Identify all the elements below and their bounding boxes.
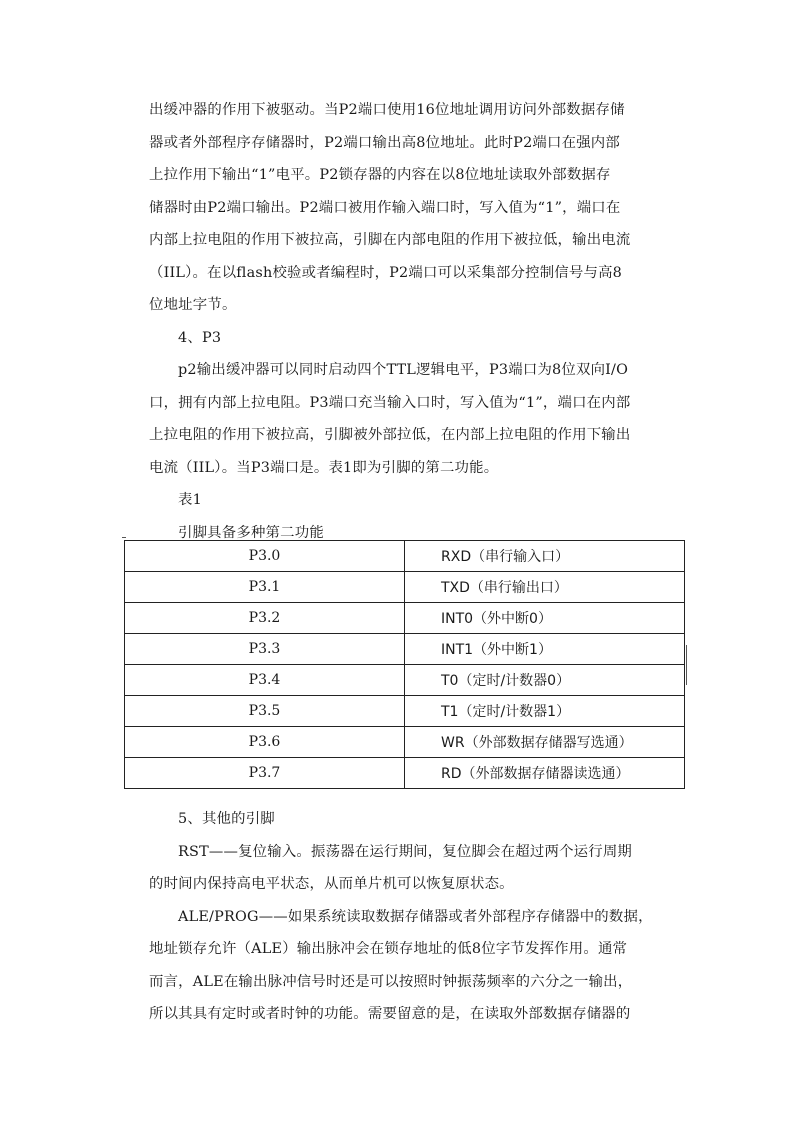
para3-line: RST——复位输入。振荡器在运行期间，复位脚会在超过两个运行周期: [178, 843, 633, 860]
pin-cell: P3.0: [125, 541, 405, 572]
table-label: 表1: [178, 492, 202, 508]
heading-p3: 4、P3: [178, 329, 222, 346]
para2-line: p2输出缓冲器可以同时启动四个TTL逻辑电平，P3端口为8位双向I/O: [178, 362, 629, 378]
para1-line: 出缓冲器的作用下被驱动。当P2端口使用16位地址调用访问外部数据存储: [149, 102, 625, 118]
para4-line: ALE/PROG——如果系统读取数据存储器或者外部程序存储器中的数据，: [178, 908, 653, 925]
table-row: [125, 727, 685, 758]
function-cell: INT0（外中断0）: [405, 603, 685, 634]
para-p3-desc: [149, 354, 676, 484]
para-ale: [149, 901, 676, 1031]
section-bottom: [149, 803, 676, 1031]
function-cell: INT1（外中断1）: [405, 634, 685, 665]
function-cell: TXD（串行输出口）: [405, 572, 685, 603]
para1-line: 器或者外部程序存储器时，P2端口输出高8位地址。此时P2端口在强内部: [149, 134, 620, 151]
para1-line: （IIL）。在以flash校验或者编程时，P2端口可以采集部分控制信号与高8: [149, 264, 623, 281]
table-row: [125, 758, 685, 789]
para4-line: 而言，ALE在输出脉冲信号时还是可以按照时钟振荡频率的六分之一输出，: [149, 973, 633, 990]
corner-mark: [122, 537, 126, 538]
heading-other-pins: 5、其他的引脚: [178, 811, 275, 827]
pin-cell: P3.6: [125, 727, 405, 758]
pin-function-table: [124, 540, 685, 789]
para2-line: 口，拥有内部上拉电阻。P3端口充当输入口时，写入值为“1”，端口在内部: [149, 394, 631, 411]
pin-cell: P3.2: [125, 603, 405, 634]
table-row: [125, 572, 685, 603]
pin-cell: P3.3: [125, 634, 405, 665]
table-row: [125, 603, 685, 634]
para1-line: 上拉作用下输出“1”电平。P2锁存器的内容在以8位地址读取外部数据存: [149, 167, 611, 183]
para3-line: 的时间内保持高电平状态，从而单片机可以恢复原状态。: [149, 876, 514, 892]
para1-line: 储器时由P2端口输出。P2端口被用作输入端口时，写入值为“1”，端口在: [149, 199, 621, 216]
table-row: [125, 634, 685, 665]
table-row: [125, 696, 685, 727]
table-row: [125, 665, 685, 696]
pin-cell: P3.7: [125, 758, 405, 789]
pin-cell: P3.5: [125, 696, 405, 727]
edge-mark: [686, 645, 687, 685]
para-p2-desc: [149, 94, 676, 322]
table-row: [125, 541, 685, 572]
function-cell: T1（定时/计数器1）: [405, 696, 685, 727]
para1-line: 内部上拉电阻的作用下被拉高，引脚在内部电阻的作用下被拉低，输出电流: [149, 232, 631, 248]
para2-line: 上拉电阻的作用下被拉高，引脚被外部拉低，在内部上拉电阻的作用下输出: [149, 427, 631, 443]
para2-line: 电流（IIL）。当P3端口是。表1即为引脚的第二功能。: [149, 459, 499, 476]
para4-line: 地址锁存允许（ALE）输出脉冲会在锁存地址的低8位字节发挥作用。通常: [149, 941, 628, 957]
para-rst: [149, 836, 676, 901]
pin-cell: P3.1: [125, 572, 405, 603]
pin-cell: P3.4: [125, 665, 405, 696]
function-cell: RXD（串行输入口）: [405, 541, 685, 572]
para4-line: 所以其具有定时或者时钟的功能。需要留意的是，在读取外部数据存储器的: [149, 1006, 631, 1022]
table-caption: 引脚具备多种第二功能: [178, 524, 324, 541]
function-cell: T0（定时/计数器0）: [405, 665, 685, 696]
para1-line: 位地址字节。: [149, 297, 237, 313]
function-cell: RD（外部数据存储器读选通）: [405, 758, 685, 789]
section-top: [149, 94, 676, 549]
function-cell: WR（外部数据存储器写选通）: [405, 727, 685, 758]
